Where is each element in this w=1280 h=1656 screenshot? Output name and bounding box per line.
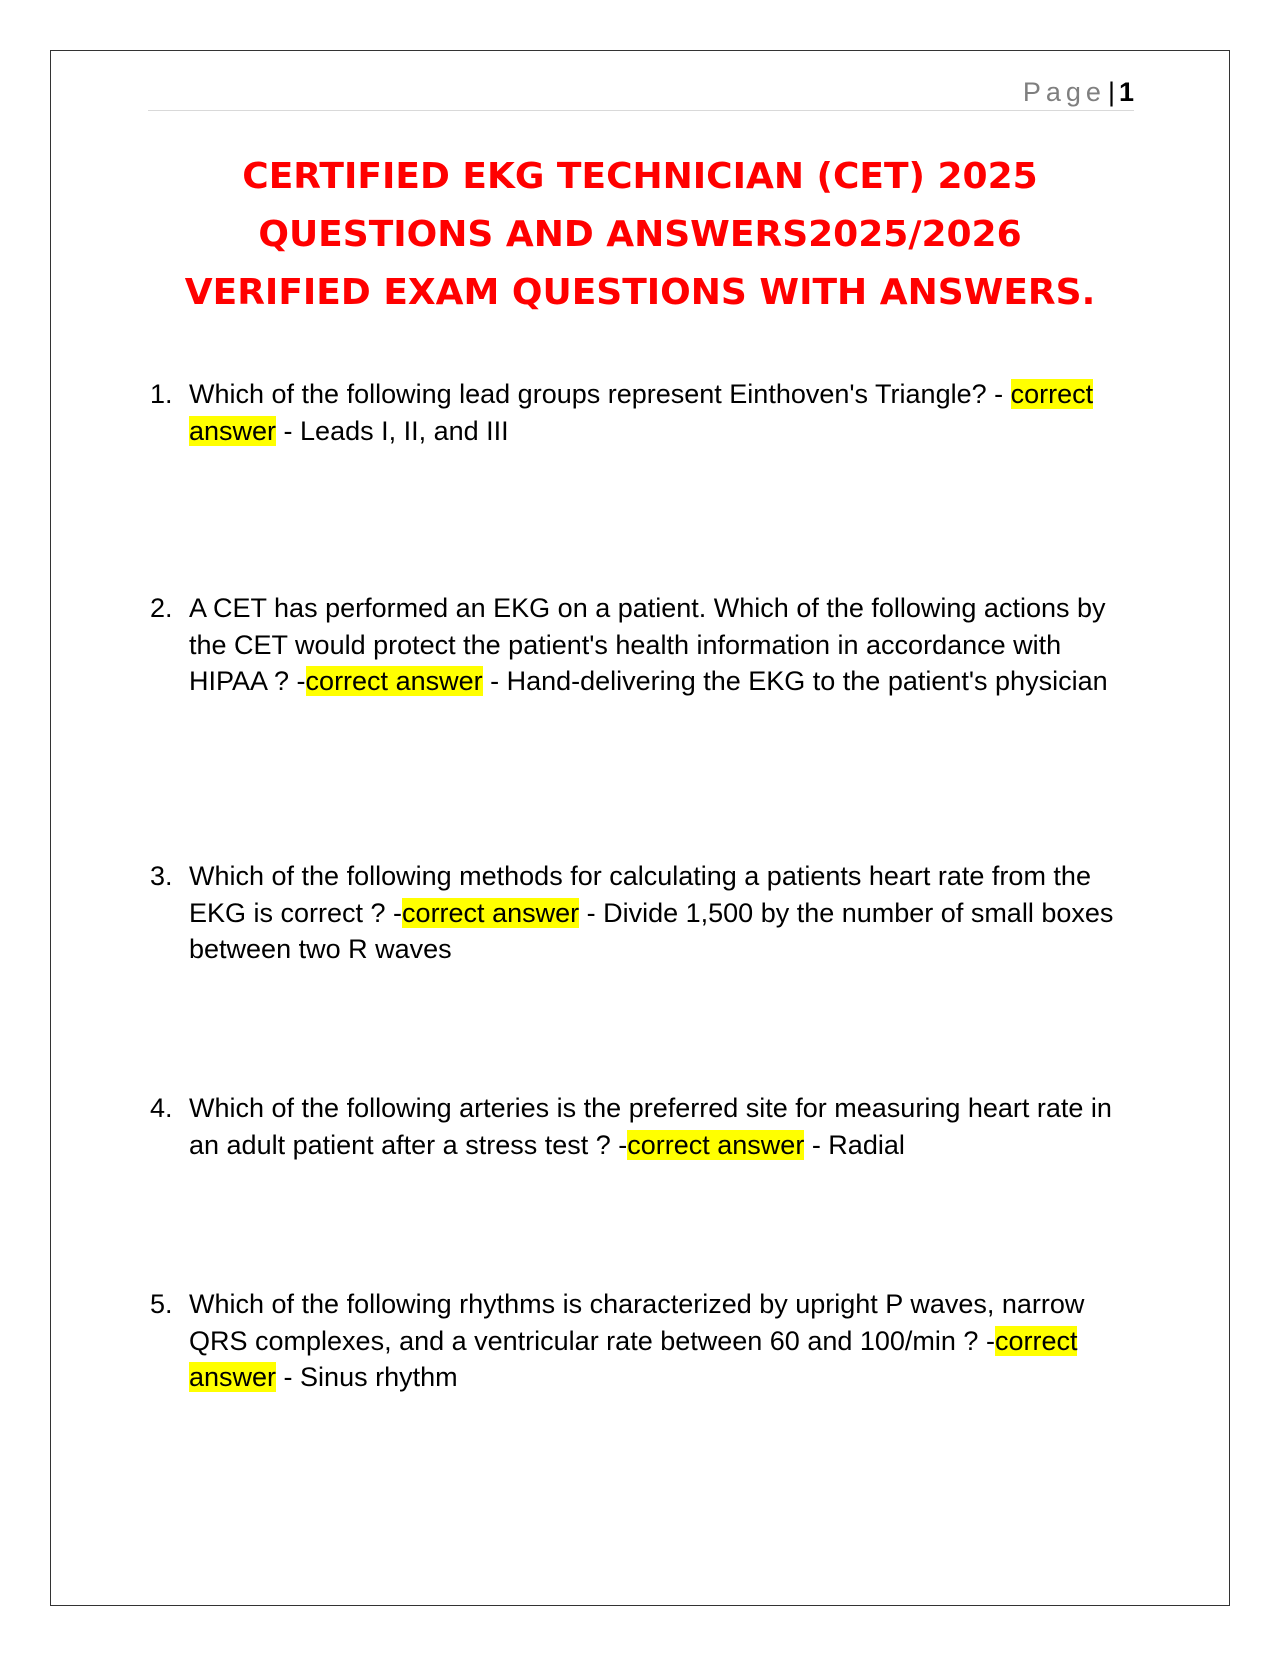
correct-answer-highlight: correct answer (627, 1129, 805, 1160)
answer-text: - Hand-delivering the EKG to the patient's physician (482, 666, 1108, 696)
question-text: A CET has performed an EKG on a patient. Which of the following actions by the CET would protect the patient's health information in accordance with HIPAA ? - (189, 593, 1106, 696)
question-text-block (189, 1090, 1139, 1163)
question-text: Which of the following rhythms is characterized by upright P waves, narrow QRS complexes, and a ventricular rate between 60 and 100/min ? - (189, 1289, 1085, 1356)
question-text-block (189, 858, 1139, 968)
correct-answer-highlight: correct answer (305, 666, 483, 696)
answer-text: - Divide 1,500 by the number of small boxes between two R waves (189, 897, 1114, 964)
document-title (120, 148, 1160, 322)
question-number: 5. (150, 1289, 173, 1319)
question-text: Which of the following methods for calculating a patients heart rate from the EKG is correct ? - (189, 861, 1091, 928)
correct-answer-highlight: correct answer (189, 379, 1094, 446)
question-text-block (189, 590, 1139, 700)
correct-answer-highlight: correct answer (402, 897, 580, 928)
correct-answer-highlight: correct answer (189, 1325, 1078, 1392)
answer-text: - Leads I, II, and III (276, 415, 509, 446)
title-line-3: VERIFIED EXAM QUESTIONS WITH ANSWERS. (184, 272, 1096, 313)
question-number: 4. (150, 1093, 173, 1123)
answer-text: - Sinus rhythm (276, 1362, 458, 1392)
page-label: Page (1022, 77, 1106, 107)
question-text: Which of the following arteries is the preferred site for measuring heart rate in an adult patient after a stress test ? - (189, 1093, 1112, 1160)
page-header (148, 74, 1134, 111)
question-text-block (189, 376, 1139, 449)
page-separator: | (1107, 77, 1115, 107)
question-number: 1. (150, 379, 173, 409)
title-line-2: QUESTIONS AND ANSWERS2025/2026 (258, 214, 1022, 255)
title-line-1: CERTIFIED EKG TECHNICIAN (CET) 2025 (242, 156, 1038, 197)
page-number: 1 (1118, 77, 1134, 107)
question-number: 2. (150, 593, 173, 623)
question-text-block (189, 1286, 1139, 1396)
answer-text: - Radial (804, 1129, 905, 1160)
question-text: Which of the following lead groups represent Einthoven's Triangle? - (189, 379, 1004, 409)
question-number: 3. (150, 861, 173, 891)
